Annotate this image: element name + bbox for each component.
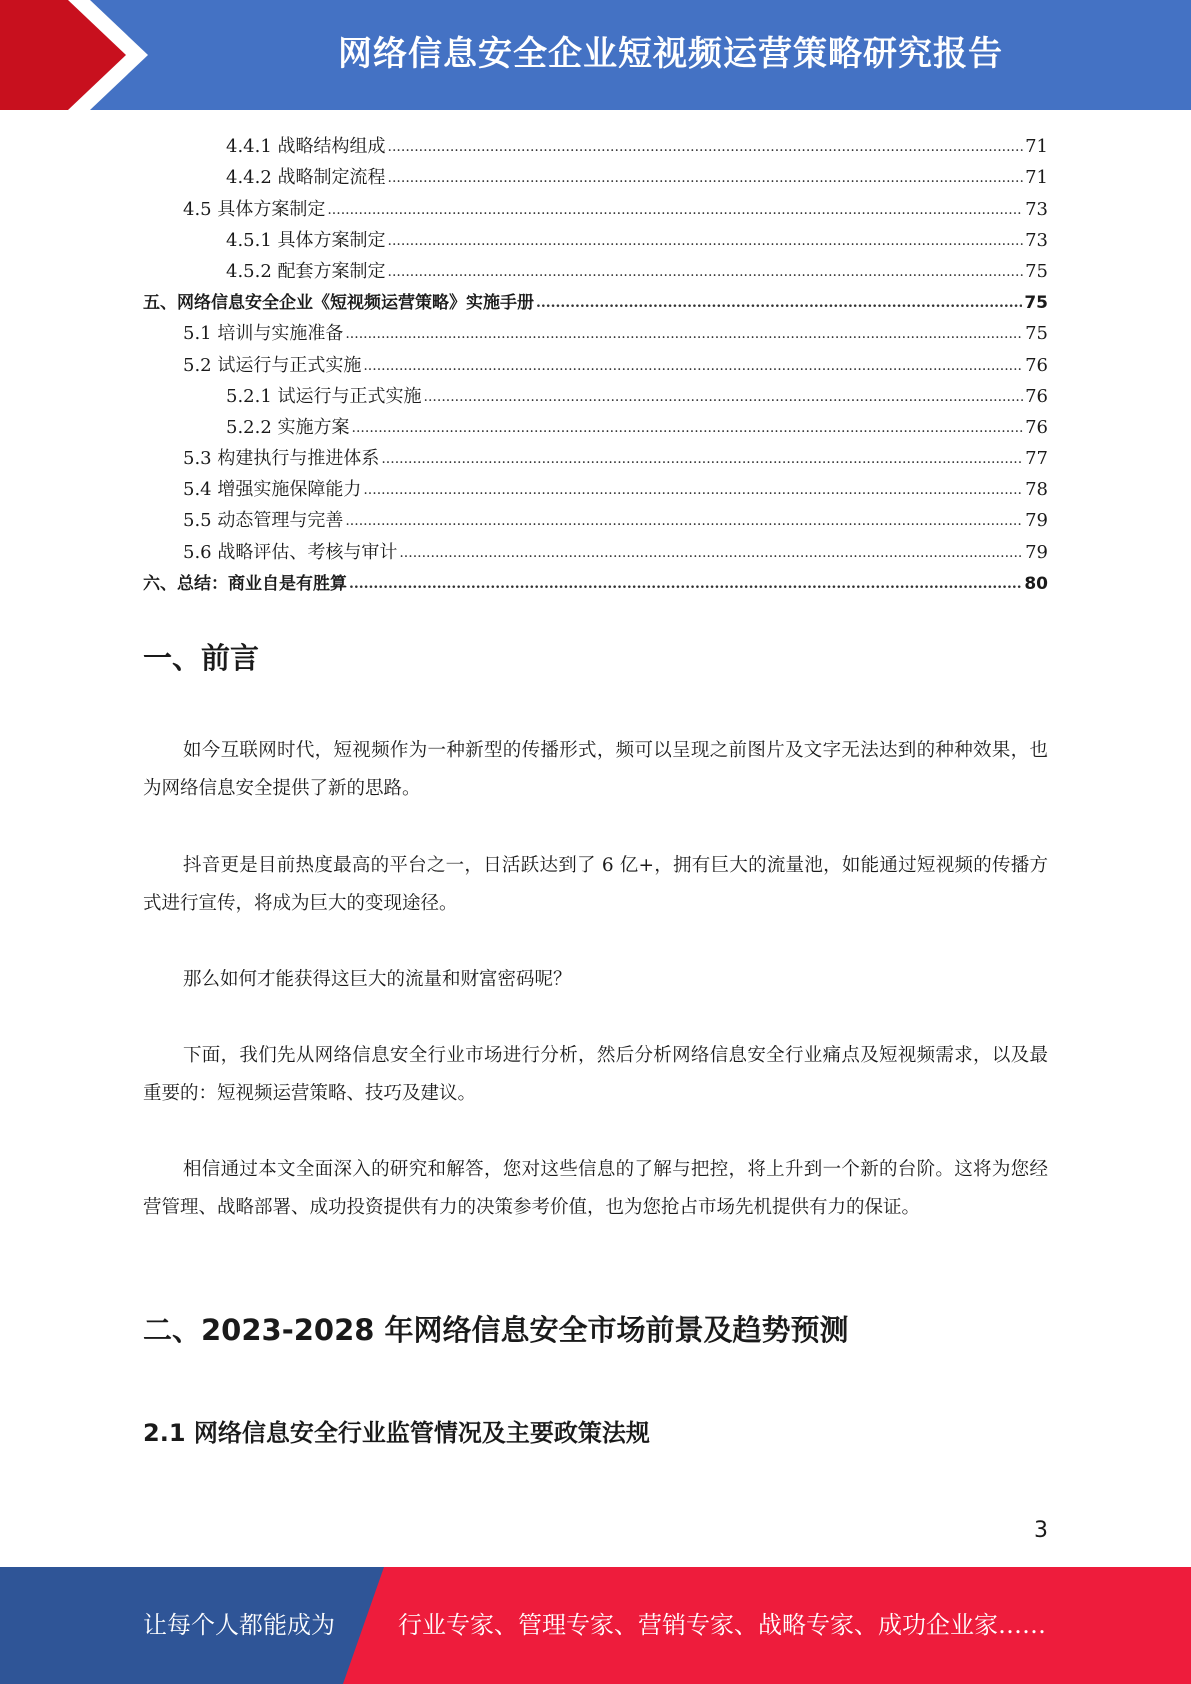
toc-leader-dots [388,135,1024,159]
toc-entry-label: 5.2.2 实施方案 [226,416,350,438]
toc-entry[interactable] [143,409,1048,440]
toc-entry-page: 73 [1025,229,1048,251]
toc-entry-label: 五、网络信息安全企业《短视频运营策略》实施手册 [143,293,534,314]
toc-entry[interactable] [143,346,1048,377]
body-paragraph: 如今互联网时代，短视频作为一种新型的传播形式，频可以呈现之前图片及文字无法达到的种种效果，也为网络信息安全提供了新的思路。 [143,740,1048,799]
toc-leader-dots [399,541,1023,565]
toc-entry[interactable] [143,159,1048,190]
toc-entry-page: 76 [1025,385,1048,407]
toc-leader-dots [345,322,1023,346]
footer-slogan-left: 让每个人都能成为 [143,1611,335,1639]
page-number: 3 [1034,1518,1048,1543]
toc-entry-page: 73 [1025,198,1048,220]
toc-entry-label: 5.2 试运行与正式实施 [183,354,362,376]
toc-entry[interactable] [143,128,1048,159]
toc-entry-label: 4.4.2 战略制定流程 [226,167,386,189]
body-paragraph: 相信通过本文全面深入的研究和解答，您对这些信息的了解与把控，将上升到一个新的台阶。这将为您经营管理、战略部署、成功投资提供有力的决策参考价值，也为您抢占市场先机提供有力的保证。 [143,1159,1048,1218]
body-paragraph: 抖音更是目前热度最高的平台之一，日活跃达到了 6 亿+，拥有巨大的流量池，如能通过短视频的传播方式进行宣传，将成为巨大的变现途径。 [143,855,1048,914]
toc-chapter-entry[interactable] [143,565,1048,596]
table-of-contents [143,128,1048,596]
toc-entry-label: 5.1 培训与实施准备 [183,323,344,345]
page-header [0,0,1191,110]
header-arrow-decoration [0,0,180,110]
section-heading: 一、前言 [143,641,260,675]
toc-leader-dots [536,291,1022,315]
toc-entry-page: 76 [1025,354,1048,376]
toc-leader-dots [388,260,1024,284]
toc-entry-page: 78 [1025,479,1048,501]
toc-entry-label: 5.4 增强实施保障能力 [183,479,362,501]
toc-entry[interactable] [143,440,1048,471]
body-paragraph: 下面，我们先从网络信息安全行业市场进行分析，然后分析网络信息安全行业痛点及短视频需求，以及最重要的：短视频运营策略、技巧及建议。 [143,1045,1048,1104]
toc-entry-label: 4.4.1 战略结构组成 [226,136,386,158]
toc-leader-dots [327,198,1023,222]
toc-entry[interactable] [143,222,1048,253]
toc-leader-dots [363,478,1023,502]
toc-entry[interactable] [143,378,1048,409]
toc-entry[interactable] [143,190,1048,221]
toc-leader-dots [349,572,1022,596]
toc-entry-label: 5.5 动态管理与完善 [183,510,344,532]
toc-entry-page: 75 [1025,260,1048,282]
toc-entry-page: 79 [1025,541,1048,563]
section-heading: 二、2023-2028 年网络信息安全市场前景及趋势预测 [143,1313,849,1347]
toc-entry[interactable] [143,471,1048,502]
toc-entry-page: 76 [1025,416,1048,438]
footer-slogan-right: 行业专家、管理专家、营销专家、战略专家、成功企业家…… [398,1611,1046,1639]
subsection-heading: 2.1 网络信息安全行业监管情况及主要政策法规 [143,1419,650,1447]
toc-leader-dots [388,166,1024,190]
toc-chapter-entry[interactable] [143,284,1048,315]
toc-entry-page: 71 [1025,167,1048,189]
toc-entry[interactable] [143,533,1048,564]
toc-leader-dots [388,229,1024,253]
toc-entry-label: 4.5.1 具体方案制定 [226,229,386,251]
toc-entry-label: 5.6 战略评估、考核与审计 [183,541,398,563]
toc-entry-label: 4.5 具体方案制定 [183,198,326,220]
toc-entry-page: 80 [1024,573,1048,594]
body-paragraph: 那么如何才能获得这巨大的流量和财富密码呢？ [183,969,572,990]
toc-leader-dots [345,509,1023,533]
toc-entry-label: 5.2.1 试运行与正式实施 [226,385,422,407]
toc-entry-page: 75 [1025,323,1048,345]
toc-entry[interactable] [143,502,1048,533]
report-title: 网络信息安全企业短视频运营策略研究报告 [338,34,1003,74]
toc-leader-dots [352,416,1024,440]
toc-entry-label: 5.3 构建执行与推进体系 [183,448,380,470]
toc-entry-page: 79 [1025,510,1048,532]
toc-leader-dots [381,447,1023,471]
toc-entry-page: 77 [1025,448,1048,470]
toc-entry-page: 75 [1024,293,1048,314]
toc-entry[interactable] [143,253,1048,284]
toc-leader-dots [424,385,1024,409]
toc-entry-label: 4.5.2 配套方案制定 [226,260,386,282]
toc-entry-page: 71 [1025,136,1048,158]
toc-entry[interactable] [143,315,1048,346]
toc-leader-dots [363,354,1023,378]
page-footer [0,1567,1191,1684]
toc-entry-label: 六、总结：商业自是有胜算 [143,573,347,594]
